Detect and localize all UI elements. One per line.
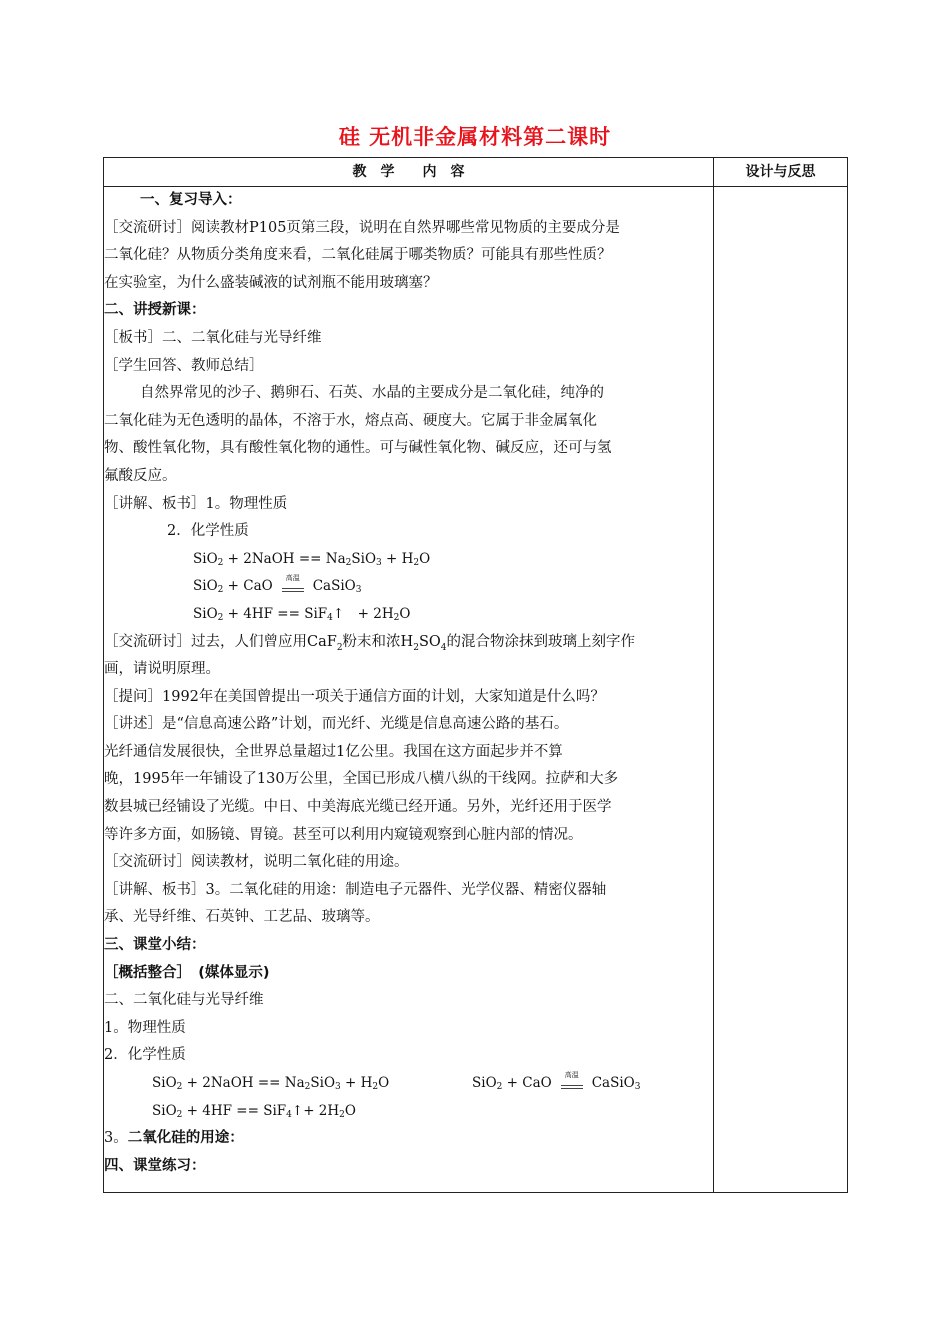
text-line: 物、酸性氧化物，具有酸性氧化物的通性。可与碱性氧化物、碱反应，还可与氢 bbox=[104, 440, 612, 457]
text-line: 晚，1995年一年铺设了130万公里，全国已形成八横八纵的干线网。拉萨和大多 bbox=[104, 771, 619, 788]
text-line: ［讲述］是“信息高速公路”计划，而光纤、光缆是信息高速公路的基石。 bbox=[104, 716, 569, 733]
section-practice-heading: 四、课堂练习： bbox=[104, 1157, 206, 1174]
equation-sio2-cao: SiO$_2$ + CaO 高温 CaSiO$_3$ bbox=[193, 573, 362, 596]
summary-equation-hf: SiO$_2$ + 4HF == SiF$_4$↑+ $2H_2O$ bbox=[152, 1102, 356, 1120]
text-line: ［提问］1992年在美国曾提出一项关于通信方面的计划，大家知道是什么吗？ bbox=[104, 688, 605, 705]
text-line: ［概括整合］ (媒体显示) bbox=[104, 964, 270, 981]
text-line: ［讲解、板书］3。二氧化硅的用途：制造电子元器件、光学仪器、精密仪器轴 bbox=[104, 881, 607, 898]
high-temp-condition: 高温 bbox=[556, 1077, 588, 1091]
equation-sio2-naoh: SiO$_2$ + 2NaOH == $Na_2SiO_3 + H_2O$ bbox=[193, 550, 431, 568]
reflection-cell bbox=[714, 187, 848, 1193]
reflection-column-header: 设计与反思 bbox=[714, 158, 848, 187]
text-line: 等许多方面，如肠镜、胃镜。甚至可以利用内窥镜观察到心脏内部的情况。 bbox=[104, 826, 583, 843]
text-line: 承、光导纤维、石英钟、工艺品、玻璃等。 bbox=[104, 909, 380, 926]
text-line: ［交流研讨］阅读教材，说明二氧化硅的用途。 bbox=[104, 854, 409, 871]
text-line: ［讲解、板书］1。物理性质 bbox=[104, 495, 288, 512]
text-line: ［板书］二、二氧化硅与光导纤维 bbox=[104, 329, 322, 346]
text-line: 二、二氧化硅与光导纤维 bbox=[104, 992, 264, 1009]
text-line: ［交流研讨］阅读教材P105页第三段，说明在自然界哪些常见物质的主要成分是 bbox=[104, 219, 620, 236]
text-line: 1。物理性质 bbox=[104, 1019, 186, 1036]
text-line: 数县城已经铺设了光缆。中日、中美海底光缆已经开通。另外，光纤还用于医学 bbox=[104, 799, 612, 816]
lesson-content bbox=[104, 187, 714, 1193]
section-summary-heading: 三、课堂小结： bbox=[104, 937, 206, 954]
text-line: 光纤通信发展很快，全世界总量超过1亿公里。我国在这方面起步并不算 bbox=[104, 743, 563, 760]
content-column-header: 教 学 内 容 bbox=[104, 158, 714, 187]
text-line: 2．化学性质 bbox=[167, 523, 249, 540]
text-line: 在实验室，为什么盛装碱液的试剂瓶不能用玻璃塞？ bbox=[104, 274, 438, 291]
equation-sio2-hf: SiO$_2$ + 4HF == SiF$_4$↑ + $2H_2O$ bbox=[193, 605, 411, 623]
text-line: 3。二氧化硅的用途： bbox=[104, 1130, 244, 1147]
text-line: ［交流研讨］过去，人们曾应用CaF$_2$粉末和浓$H_2SO_4$的混合物涂抹到玻璃上刻字作 bbox=[104, 633, 635, 653]
section-new-lesson-heading: 二、讲授新课： bbox=[104, 302, 206, 319]
text-line: 氟酸反应。 bbox=[104, 467, 177, 484]
high-temp-condition: 高温 bbox=[277, 580, 309, 594]
text-line: 二氧化硅为无色透明的晶体，不溶于水，熔点高、硬度大。它属于非金属氧化 bbox=[104, 412, 597, 429]
text-line: 二氧化硅？从物质分类角度来看，二氧化硅属于哪类物质？可能具有那些性质？ bbox=[104, 247, 612, 264]
text-line: ［学生回答、教师总结］ bbox=[104, 357, 264, 374]
text-line: 画，请说明原理。 bbox=[104, 661, 220, 678]
lesson-table bbox=[103, 157, 848, 1193]
text-line: 2．化学性质 bbox=[104, 1047, 186, 1064]
page-title: 硅 无机非金属材料第二课时 bbox=[338, 125, 612, 149]
summary-equations-row: SiO$_2$ + 2NaOH == $Na_2SiO_3 + H_2O$ SiO$_2$ + CaO 高温 CaSiO$_3$ bbox=[152, 1070, 641, 1092]
text-line: 自然界常见的沙子、鹅卵石、石英、水晶的主要成分是二氧化硅，纯净的 bbox=[140, 385, 604, 402]
section-review-heading: 一、复习导入： bbox=[140, 192, 242, 208]
